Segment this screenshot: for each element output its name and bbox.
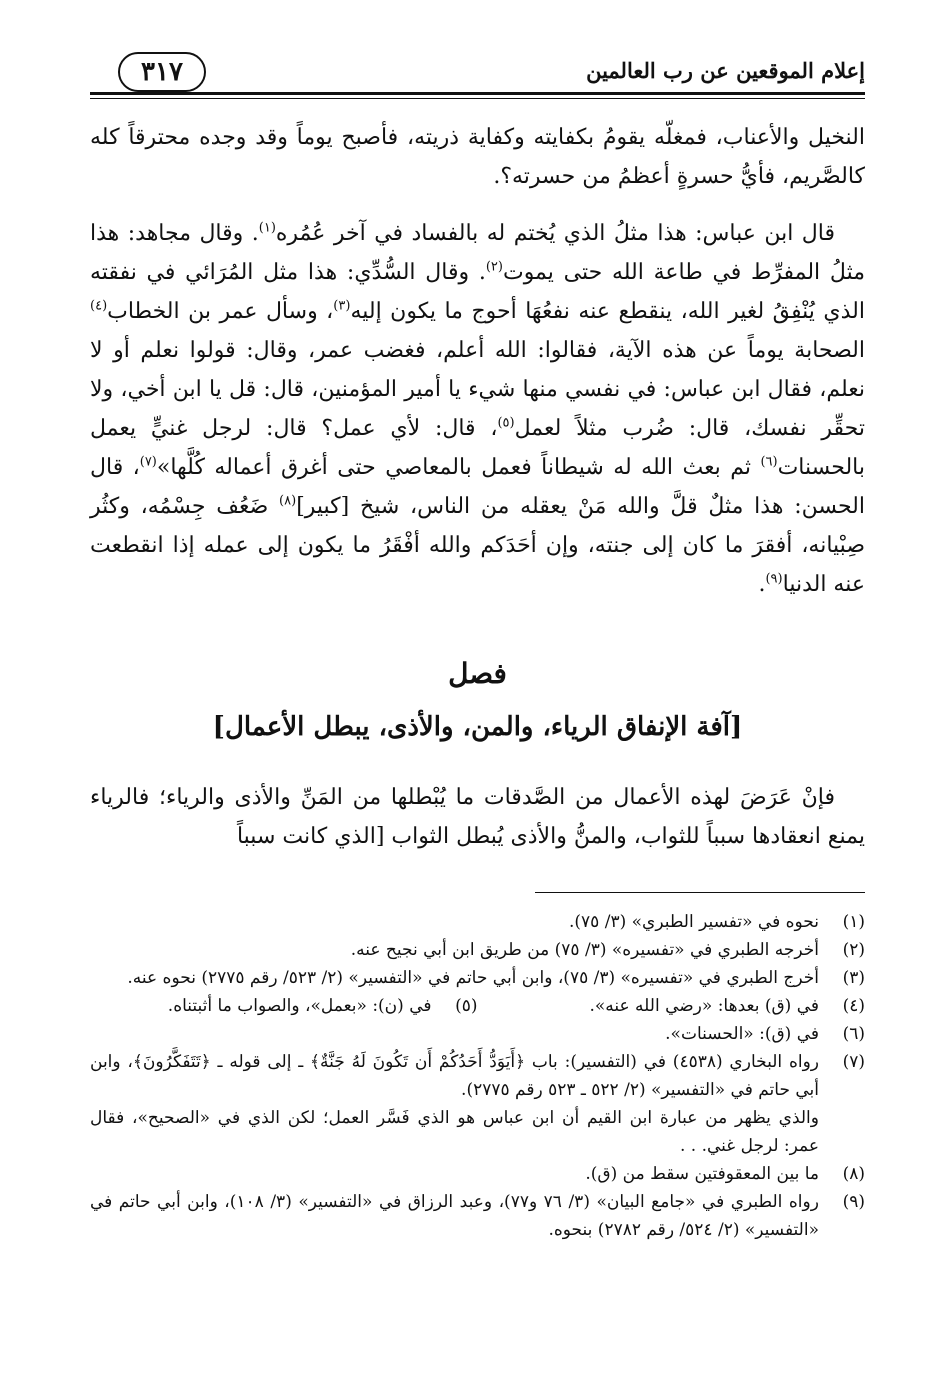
footnote-ref-4: (٤) <box>90 298 108 314</box>
footnote-text: رواه البخاري (٤٥٣٨) في (التفسير): باب ﴿أَيَوَدُّ أَحَدُكُمْ أَن تَكُونَ لَهُ جَنَّةٌ﴾ ـ إلى قوله ـ ﴿تَتَفَكَّرُونَ﴾، وابن أبي حاتم في «التفسير» (٢/ ٥٢٢ ـ ٥٢٣ رقم ٢٧٧٥). <box>90 1052 819 1100</box>
footnote-ref-6: (٦) <box>760 454 778 470</box>
text-run: . وقال مجاهد: هذا مثلُ المفرِّط في طاعة الله حتى يموت <box>90 221 865 285</box>
footnote <box>478 992 866 1020</box>
footnote-ref-7: (٧) <box>139 454 157 470</box>
footnote <box>90 1160 865 1188</box>
footnote-text: نحوه في «تفسير الطبري» (٣/ ٧٥). <box>568 912 819 932</box>
text-run: ثم بعث الله له شيطاناً فعمل بالمعاصي حتى أغرق أعماله كُلَّها» <box>156 455 761 480</box>
running-title: إعلام الموقعين عن رب العالمين <box>586 58 865 83</box>
paragraph-2 <box>90 214 865 604</box>
footnote-text: أخرجه الطبري في «تفسيره» (٣/ ٧٥) من طريق ابن أبي نجيح عنه. <box>350 940 819 960</box>
main-text <box>90 118 865 604</box>
footnote-number: (٧) <box>842 1052 865 1072</box>
footnote-number: (٩) <box>842 1192 865 1212</box>
paragraph-1: النخيل والأعناب، فمغلّه يقومُ بكفايته وكفاية ذريته، فأصبح يوماً وقد وجده محترقاً كله كالصَّريم، فأيُّ حسرةٍ أعظمُ من حسرته؟. <box>90 125 865 189</box>
footnote <box>90 908 865 936</box>
text-run: . وقال السُّدِّي: هذا مثل المُرَائي في نفقته الذي يُنْفِقُ لغير الله، ينقطع عنه نفعُهَا أحوج ما يكون إليه <box>90 260 865 324</box>
header-rule <box>90 92 865 95</box>
footnote-ref-8: (٨) <box>279 493 297 509</box>
footnote-number: (٨) <box>842 1164 865 1184</box>
paragraph-3: فإنْ عَرَضَ لهذه الأعمال من الصَّدقات ما يُبْطلها من المَنِّ والأذى والرياء؛ فالرياء يمنع انعقادها سبباً للثواب، والمنُّ والأذى يُبطل الثواب [الذي كانت سبباً <box>90 785 865 849</box>
footnote <box>90 964 865 992</box>
footnote-ref-5: (٥) <box>497 415 515 431</box>
footnote-number: (٥) <box>455 996 478 1016</box>
text-run: . <box>758 572 766 597</box>
footnote-separator <box>535 892 865 893</box>
footnote <box>90 992 478 1020</box>
footnote-number: (٢) <box>842 940 865 960</box>
footnote-text: أخرج الطبري في «تفسيره» (٣/ ٧٥)، وابن أبي حاتم في «التفسير» (٢/ ٥٢٣/ رقم ٢٧٧٥) نحوه عنه. <box>127 968 819 988</box>
footnote <box>90 1048 865 1104</box>
footnote-text: في (ق): «الحسنات». <box>665 1024 819 1044</box>
text-run: ضَعُف جِسْمُه، وكثُر صِبْيانه، أفقرَ ما كان إلى جنته، وإن أحَدَكم والله أفْقَرُ ما يكون إلى عمله إذا انقطعت عنه الدنيا <box>90 494 865 597</box>
book-page <box>90 40 865 1360</box>
footnote-pair <box>90 992 865 1020</box>
main-text-continued <box>90 778 865 856</box>
footnote <box>90 936 865 964</box>
text-run: ، قال الحسن: هذا مثلٌ قلَّ والله مَنْ يعقله من الناس، شيخ [كبير] <box>90 455 865 519</box>
footnote-ref-9: (٩) <box>765 571 783 587</box>
text-run: الصحابة يوماً عن هذه الآية، فقالوا: الله أعلم، فغضب عمر، وقال: قولوا نعلم أو لا نعلم، فقال ابن عباس: في نفسي منها شيء يا أمير المؤمنين، قال: قل يا ابن أخي، ولا تحقِّر نفسك، قال: ضُرب مثلاً لعمل <box>90 338 865 441</box>
footnote-ref-1: (١) <box>258 220 276 236</box>
text-run: ، قال: لأي عمل؟ قال: لرجل غنيٍّ يعمل بالحسنات <box>90 416 865 480</box>
footnote-text: في (ق) بعدها: «رضي الله عنه». <box>589 996 819 1016</box>
footnote-number: (٤) <box>842 996 865 1016</box>
footnote-text: ما بين المعقوفتين سقط من (ق). <box>585 1164 819 1184</box>
footnote-number: (٣) <box>842 968 865 988</box>
page-header <box>90 40 865 110</box>
footnote-continuation: والذي يظهر من عبارة ابن القيم أن ابن عباس هو الذي فَسَّر العمل؛ لكن الذي في «الصحيح»، فقال عمر: لرجل غني. . . <box>90 1108 819 1156</box>
header-rule-thin <box>90 98 865 99</box>
footnote-text: في (ن): «بعمل»، والصواب ما أثبتناه. <box>167 996 432 1016</box>
text-run: ، وسأل عمر بن الخطاب <box>107 299 334 324</box>
section-title: [آفة الإنفاق الرياء، والمن، والأذى، يبطل الأعمال] <box>212 712 743 742</box>
footnote-number: (١) <box>842 912 865 932</box>
footnote-text: رواه الطبري في «جامع البيان» (٣/ ٧٦ و٧٧)، وعبد الرزاق في «التفسير» (٣/ ١٠٨)، وابن أبي حاتم في «التفسير» (٢/ ٥٢٤/ رقم ٢٧٨٢) بنحوه. <box>90 1192 819 1240</box>
footnote-ref-2: (٢) <box>485 259 503 275</box>
footnote-number: (٦) <box>842 1024 865 1044</box>
text-run: قال ابن عباس: هذا مثلُ الذي يُختم له بالفساد في آخر عُمُره <box>275 221 835 246</box>
footnote <box>90 1020 865 1048</box>
page-number: ٣١٧ <box>118 52 206 92</box>
footnote-ref-3: (٣) <box>333 298 351 314</box>
footnotes <box>90 908 865 1244</box>
footnote <box>90 1188 865 1244</box>
section-label: فصل <box>448 657 507 690</box>
